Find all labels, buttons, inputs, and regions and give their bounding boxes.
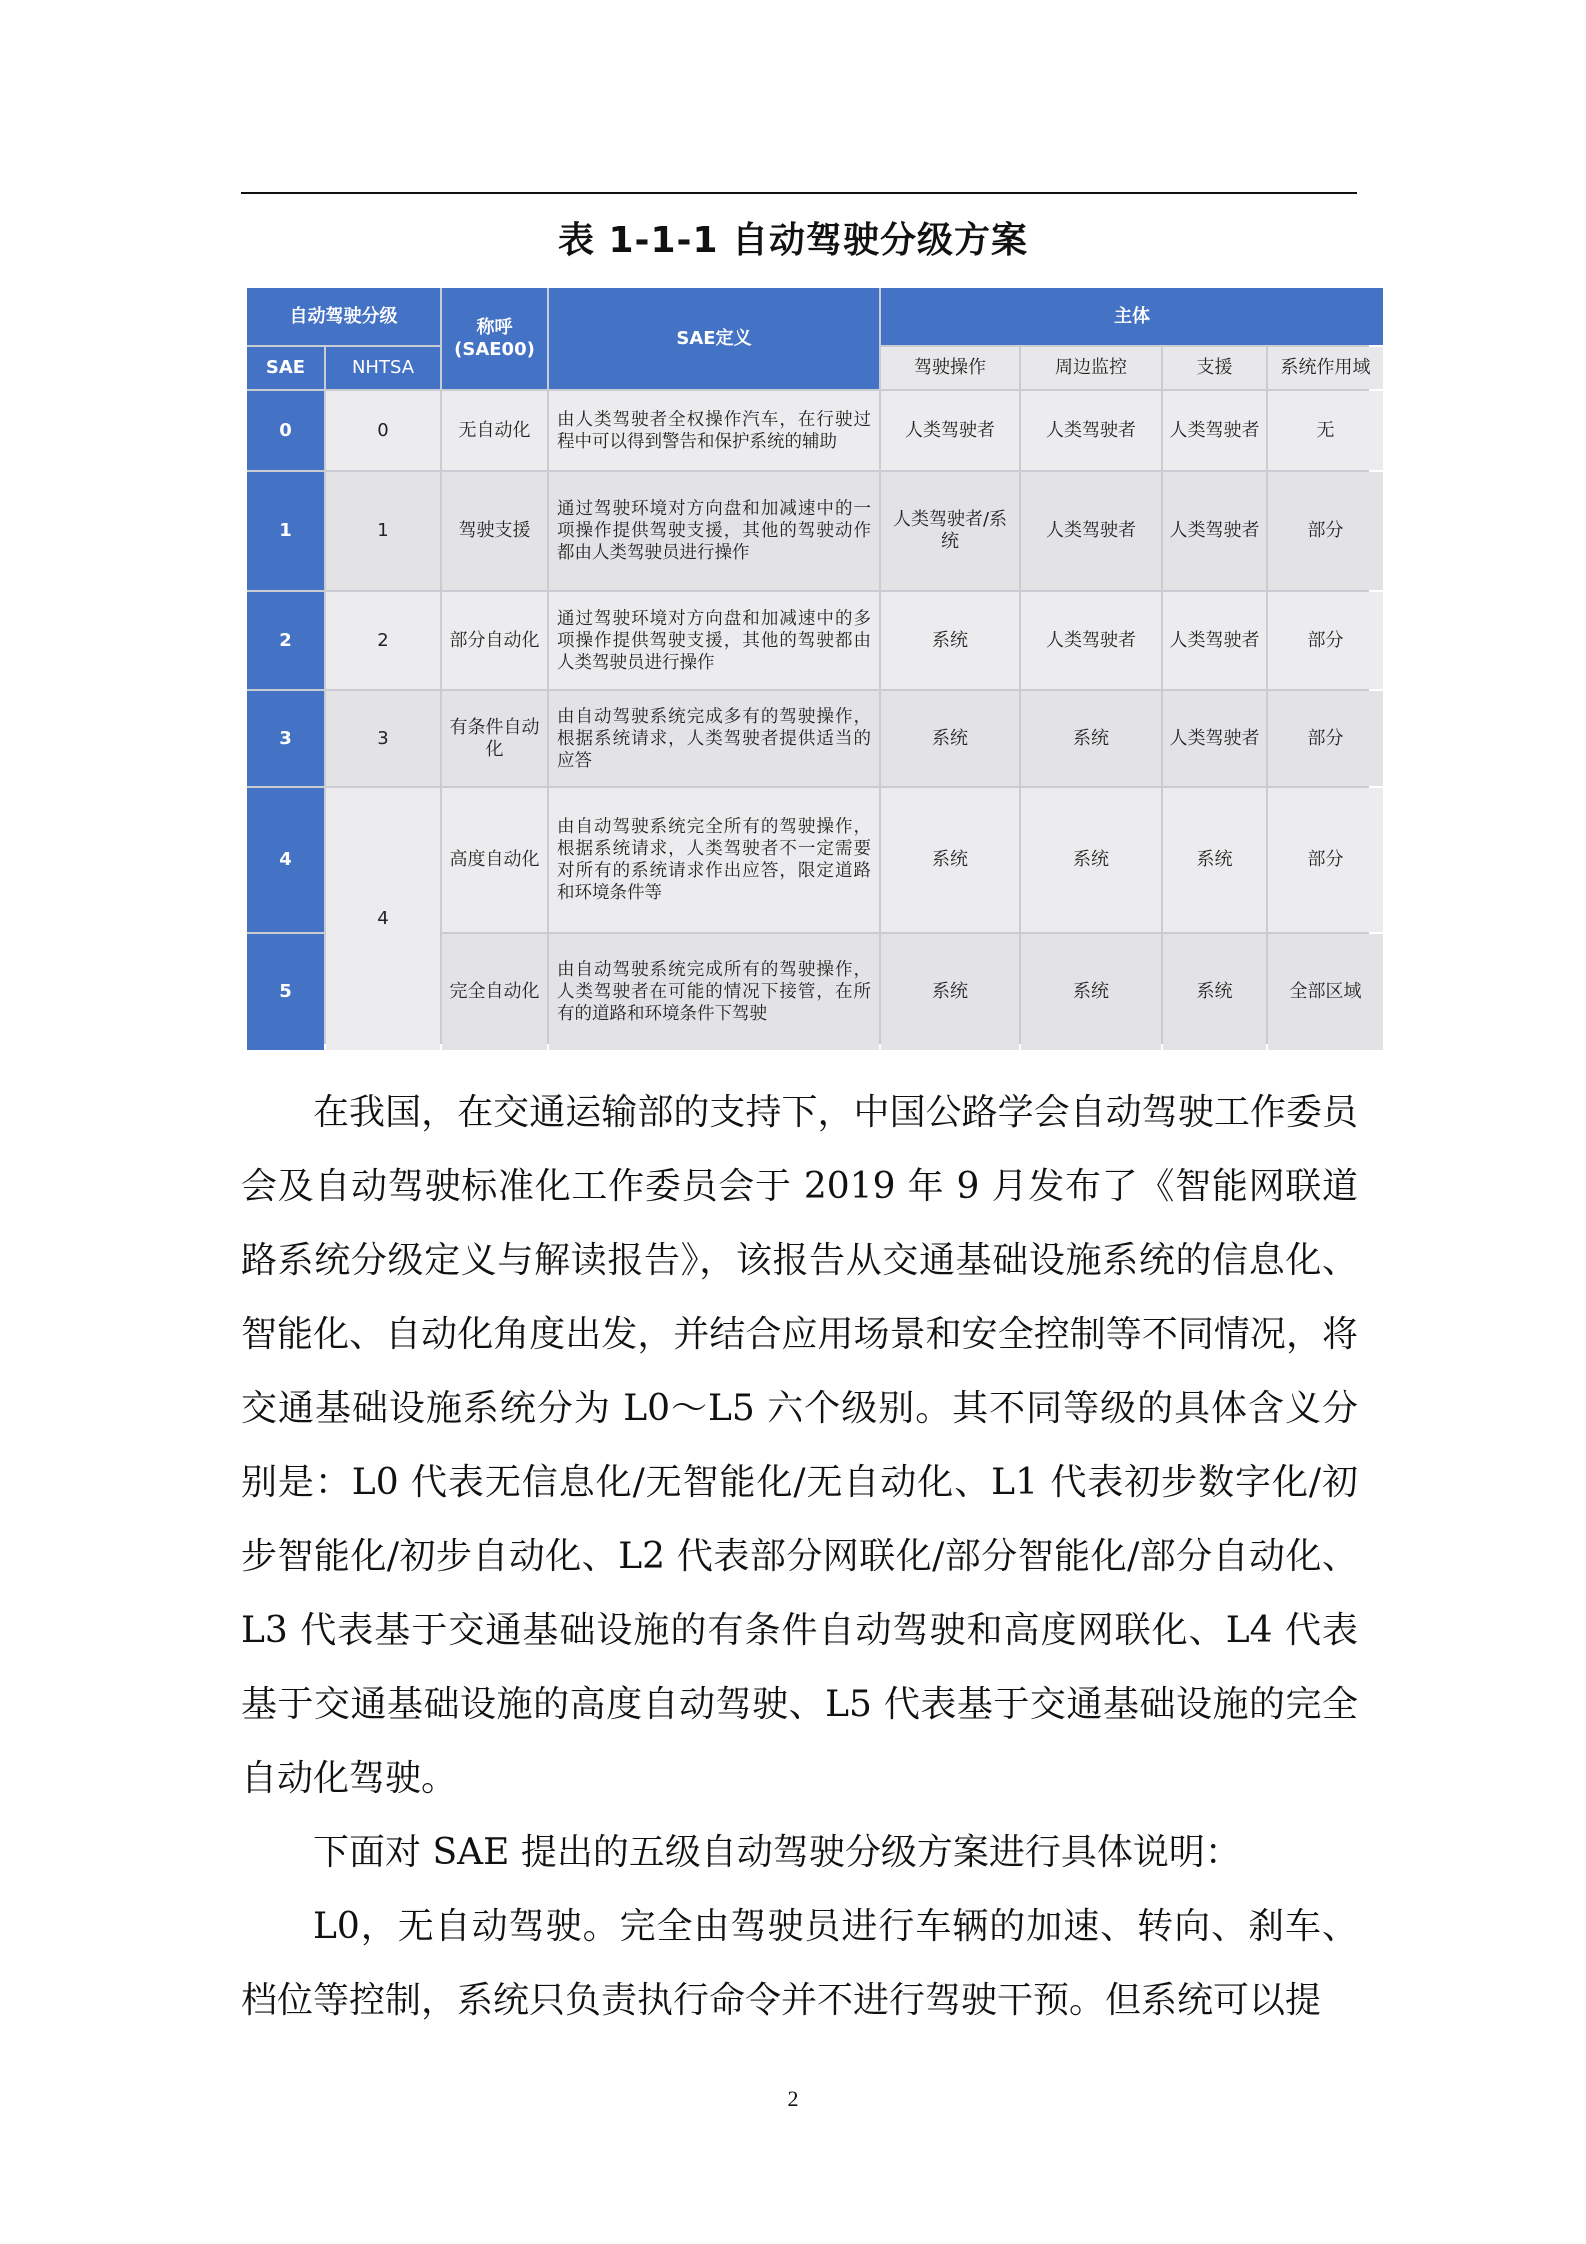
row2-domain: 部分 [1268, 592, 1383, 689]
row0-nhtsa: 0 [326, 391, 440, 470]
row2-driving: 系统 [881, 592, 1019, 689]
row4-name: 高度自动化 [442, 788, 547, 932]
row2-sae: 2 [247, 592, 324, 689]
row2-definition: 通过驾驶环境对方向盘和加减速中的多项操作提供驾驶支援，其他的驾驶都由人类驾驶员进行操作 [549, 592, 879, 689]
header-name: 称呼 (SAE00) [442, 288, 547, 389]
row2-support: 人类驾驶者 [1163, 592, 1266, 689]
row0-driving: 人类驾驶者 [881, 391, 1019, 470]
paragraph-standards: 在我国，在交通运输部的支持下，中国公路学会自动驾驶工作委员会及自动驾驶标准化工作委员会于 2019 年 9 月发布了《智能网联道路系统分级定义与解读报告》，该报告从交通基础设施系统的信息化、智能化、自动化角度出发，并结合应用场景和安全控制等不同情况，将交通基础设施系统分为 L0～L5 六个级别。其不同等级的具体含义分别是：L0 代表无信息化/无智能化/无自动化、L1 代表初步数字化/初步智能化/初步自动化、L2 代表部分网联化/部分智能化/部分自动化、L3 代表基于交通基础设施的有条件自动驾驶和高度网联化、L4 代表基于交通基础设施的高度自动驾驶、L5 代表基于交通基础设施的完全自动化驾驶。 [241, 1092, 1358, 1799]
header-nhtsa: NHTSA [326, 347, 440, 389]
header-sae: SAE [247, 347, 324, 389]
page-number: 2 [787, 2086, 799, 2111]
row2-nhtsa: 2 [326, 592, 440, 689]
header-domain: 系统作用域 [1268, 347, 1383, 389]
row4-monitoring: 系统 [1021, 788, 1161, 932]
row0-monitoring: 人类驾驶者 [1021, 391, 1161, 470]
row5-driving: 系统 [881, 934, 1019, 1050]
header-subject: 主体 [881, 288, 1383, 345]
row3-name: 有条件自动化 [442, 691, 547, 786]
row4-sae: 4 [247, 788, 324, 932]
row4-nhtsa: 4 [326, 788, 440, 1050]
row5-domain: 全部区域 [1268, 934, 1383, 1050]
header-support: 支援 [1163, 347, 1266, 389]
row3-sae: 3 [247, 691, 324, 786]
row3-driving: 系统 [881, 691, 1019, 786]
row1-name: 驾驶支援 [442, 472, 547, 590]
row5-monitoring: 系统 [1021, 934, 1161, 1050]
row4-driving: 系统 [881, 788, 1019, 932]
row1-domain: 部分 [1268, 472, 1383, 590]
row3-definition: 由自动驾驶系统完成多有的驾驶操作，根据系统请求，人类驾驶者提供适当的应答 [549, 691, 879, 786]
row2-monitoring: 人类驾驶者 [1021, 592, 1161, 689]
row5-sae: 5 [247, 934, 324, 1050]
header-rule [241, 192, 1357, 194]
row0-domain: 无 [1268, 391, 1383, 470]
row3-domain: 部分 [1268, 691, 1383, 786]
row1-driving: 人类驾驶者/系统 [881, 472, 1019, 590]
row3-monitoring: 系统 [1021, 691, 1161, 786]
row5-definition: 由自动驾驶系统完成所有的驾驶操作，人类驾驶者在可能的情况下接管，在所有的道路和环境条件下驾驶 [549, 934, 879, 1050]
paragraph-intro: 下面对 SAE 提出的五级自动驾驶分级方案进行具体说明： [313, 1832, 1241, 1873]
autonomous-driving-levels-table [247, 288, 1369, 1044]
header-driving: 驾驶操作 [881, 347, 1019, 389]
table-title: 表 1-1-1 自动驾驶分级方案 [557, 220, 1029, 261]
row3-support: 人类驾驶者 [1163, 691, 1266, 786]
header-definition: SAE定义 [549, 288, 879, 389]
row3-nhtsa: 3 [326, 691, 440, 786]
row1-monitoring: 人类驾驶者 [1021, 472, 1161, 590]
row2-name: 部分自动化 [442, 592, 547, 689]
row0-definition: 由人类驾驶者全权操作汽车，在行驶过程中可以得到警告和保护系统的辅助 [549, 391, 879, 470]
row4-support: 系统 [1163, 788, 1266, 932]
row0-support: 人类驾驶者 [1163, 391, 1266, 470]
row0-name: 无自动化 [442, 391, 547, 470]
header-level-group: 自动驾驶分级 [247, 288, 440, 345]
row1-sae: 1 [247, 472, 324, 590]
row1-support: 人类驾驶者 [1163, 472, 1266, 590]
row4-domain: 部分 [1268, 788, 1383, 932]
row5-support: 系统 [1163, 934, 1266, 1050]
row1-nhtsa: 1 [326, 472, 440, 590]
header-monitoring: 周边监控 [1021, 347, 1161, 389]
paragraph-l0: L0，无自动驾驶。完全由驾驶员进行车辆的加速、转向、刹车、档位等控制，系统只负责执行命令并不进行驾驶干预。但系统可以提 [241, 1906, 1358, 2021]
row1-definition: 通过驾驶环境对方向盘和加减速中的一项操作提供驾驶支援，其他的驾驶动作都由人类驾驶员进行操作 [549, 472, 879, 590]
row4-definition: 由自动驾驶系统完全所有的驾驶操作，根据系统请求，人类驾驶者不一定需要对所有的系统请求作出应答，限定道路和环境条件等 [549, 788, 879, 932]
row5-name: 完全自动化 [442, 934, 547, 1050]
row0-sae: 0 [247, 391, 324, 470]
